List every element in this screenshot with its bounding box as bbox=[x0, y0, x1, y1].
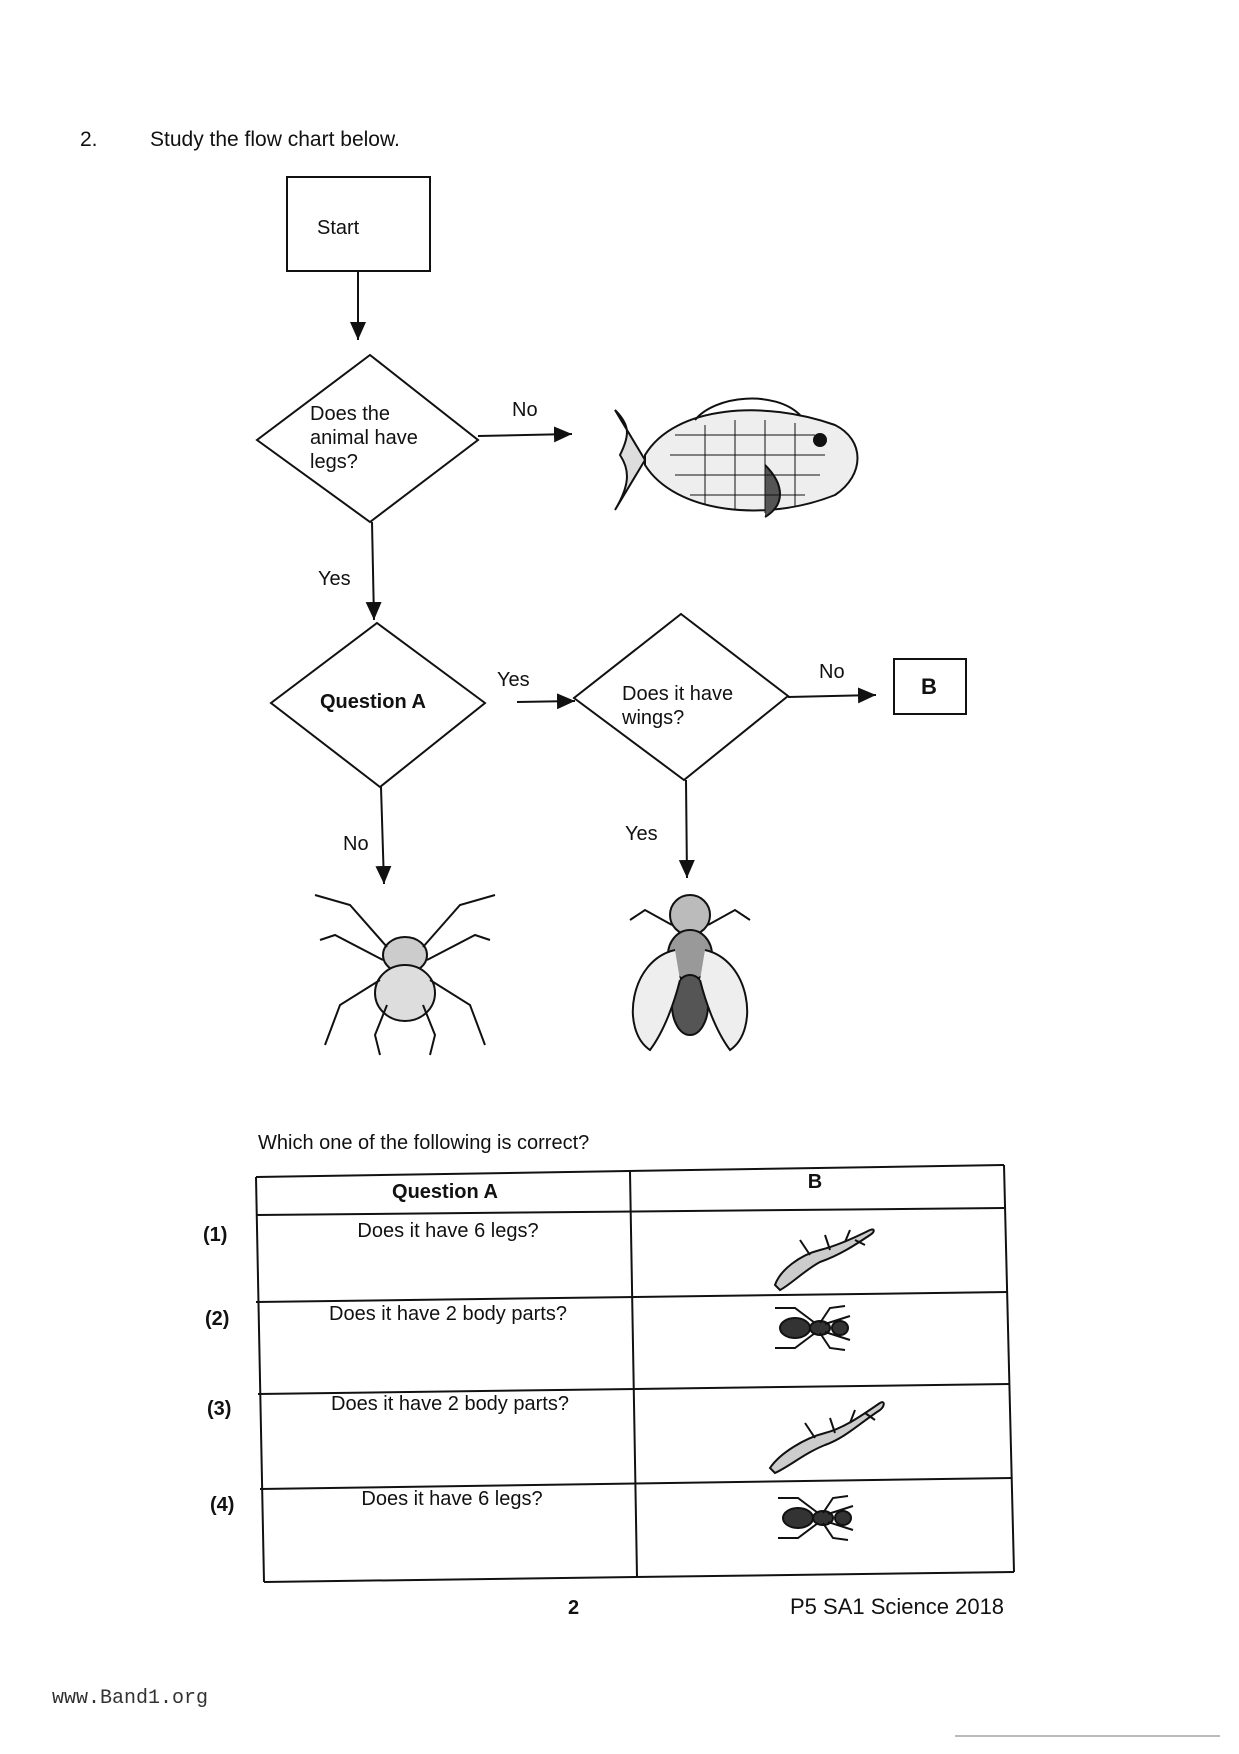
decision2-yes-label: Yes bbox=[497, 669, 530, 691]
decision1-label: Does the animal have legs? bbox=[310, 403, 418, 473]
lizard-icon bbox=[775, 1229, 874, 1290]
question-prompt: Which one of the following is correct? bbox=[258, 1132, 590, 1154]
table-header-question-a: Question A bbox=[392, 1181, 498, 1203]
page-number: 2 bbox=[568, 1597, 580, 1619]
row-question: Does it have 6 legs? bbox=[357, 1220, 539, 1242]
row-number[interactable]: (1) bbox=[203, 1224, 228, 1246]
ant-icon bbox=[775, 1306, 850, 1350]
decision3-yes-label: Yes bbox=[625, 823, 658, 845]
row-question: Does it have 6 legs? bbox=[361, 1488, 543, 1510]
question-number: 2. bbox=[80, 128, 98, 151]
arrow-d2-yes bbox=[517, 701, 575, 702]
arrow-d1-yes bbox=[372, 522, 374, 620]
decision3-no-label: No bbox=[819, 661, 845, 683]
site-url[interactable]: www.Band1.org bbox=[52, 1687, 209, 1710]
fly-icon bbox=[630, 895, 750, 1050]
decision1-yes-label: Yes bbox=[318, 568, 351, 590]
arrow-d2-no bbox=[381, 787, 384, 884]
row-number[interactable]: (2) bbox=[205, 1308, 230, 1330]
decision3-label: Does it have wings? bbox=[622, 683, 734, 729]
decision1-no-label: No bbox=[512, 399, 538, 421]
row-question: Does it have 2 body parts? bbox=[331, 1393, 569, 1415]
row-question: Does it have 2 body parts? bbox=[329, 1303, 567, 1325]
footer-label: P5 SA1 Science 2018 bbox=[790, 1594, 1005, 1619]
decision2-label: Question A bbox=[320, 691, 426, 713]
b-label: B bbox=[921, 674, 937, 699]
arrow-d3-yes bbox=[686, 780, 687, 878]
spider-icon bbox=[315, 895, 495, 1055]
decision2-no-label: No bbox=[343, 833, 369, 855]
start-label: Start bbox=[317, 217, 360, 239]
arrow-d1-no bbox=[478, 434, 572, 436]
question-instruction: Study the flow chart below. bbox=[150, 128, 400, 151]
ant-icon bbox=[778, 1496, 853, 1540]
fish-icon bbox=[615, 399, 858, 517]
row-number[interactable]: (4) bbox=[210, 1494, 235, 1516]
table-header-b: B bbox=[807, 1171, 823, 1193]
row-number[interactable]: (3) bbox=[207, 1398, 232, 1420]
lizard-icon bbox=[770, 1402, 884, 1473]
arrow-d3-no bbox=[788, 695, 876, 697]
